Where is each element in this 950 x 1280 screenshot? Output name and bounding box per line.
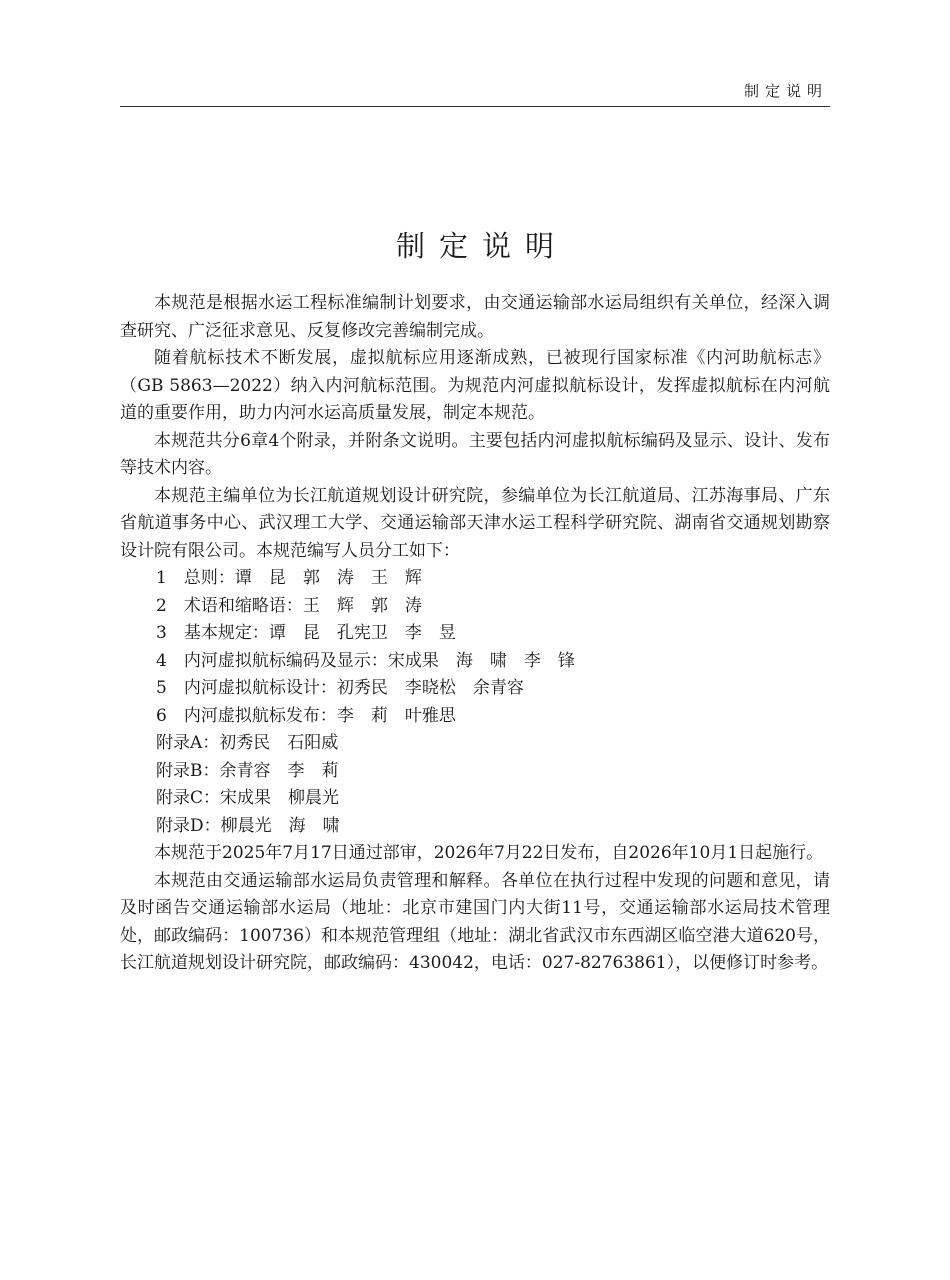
paragraph-effective-date: 本规范于2025年7月17日通过部审，2026年7月22日发布，自2026年10月1日起施行。 [154,843,824,863]
author-item-appendix-c: 附录C：宋成果 柳晨光 [156,788,340,808]
running-header: 制定说明 [743,82,828,100]
header-rule [120,106,830,107]
author-item-appendix-b: 附录B：余青容 李 莉 [156,760,339,781]
paragraph-units: 本规范主编单位为长江航道规划设计研究院，参编单位为长江航道局、江苏海事局、广东省航道事务中心、武汉理工大学、交通运输部天津水运工程科学研究院、湖南省交通规划勘察设计院有限公司。本规范编写人员分工如下： [120,485,830,561]
paragraph-structure: 本规范共分6章4个附录，并附条文说明。主要包括内河虚拟航标编码及显示、设计、发布等技术内容。 [120,430,830,478]
page-title: 制定说明 [395,229,568,263]
author-item-chapter-4: 4 内河虚拟航标编码及显示：宋成果 海 啸 李 锋 [156,650,575,671]
author-item-appendix-d: 附录D：柳晨光 海 啸 [156,815,340,836]
author-item-appendix-a: 附录A：初秀民 石阳威 [156,733,339,753]
author-item-chapter-6: 6 内河虚拟航标发布：李 莉 叶雅思 [156,705,456,726]
body-text [120,290,830,978]
paragraph-background: 随着航标技术不断发展，虚拟航标应用逐渐成熟，已被现行国家标准《内河助航标志》（GB 5863—2022）纳入内河航标范围。为规范内河虚拟航标设计，发挥虚拟航标在内河航道的重要作用，助力内河水运高质量发展，制定本规范。 [120,348,830,423]
author-item-chapter-1: 1 总则：谭 昆 郭 涛 王 辉 [156,568,422,588]
author-item-chapter-2: 2 术语和缩略语：王 辉 郭 涛 [156,595,422,616]
author-item-chapter-5: 5 内河虚拟航标设计：初秀民 李晓松 余青容 [156,678,524,698]
author-item-chapter-3: 3 基本规定：谭 昆 孔宪卫 李 昱 [156,623,456,643]
paragraph-compilation: 本规范是根据水运工程标准编制计划要求，由交通运输部水运局组织有关单位，经深入调查研究、广泛征求意见、反复修改完善编制完成。 [120,293,830,341]
paragraph-management: 本规范由交通运输部水运局负责管理和解释。各单位在执行过程中发现的问题和意见，请及时函告交通运输部水运局（地址：北京市建国门内大街11号，交通运输部水运局技术管理处，邮政编码：100736）和本规范管理组（地址：湖北省武汉市东西湖区临空港大道620号，长江航道规划设计研究院，邮政编码：430042，电话：027-82763861），以便修订时参考。 [120,870,830,973]
